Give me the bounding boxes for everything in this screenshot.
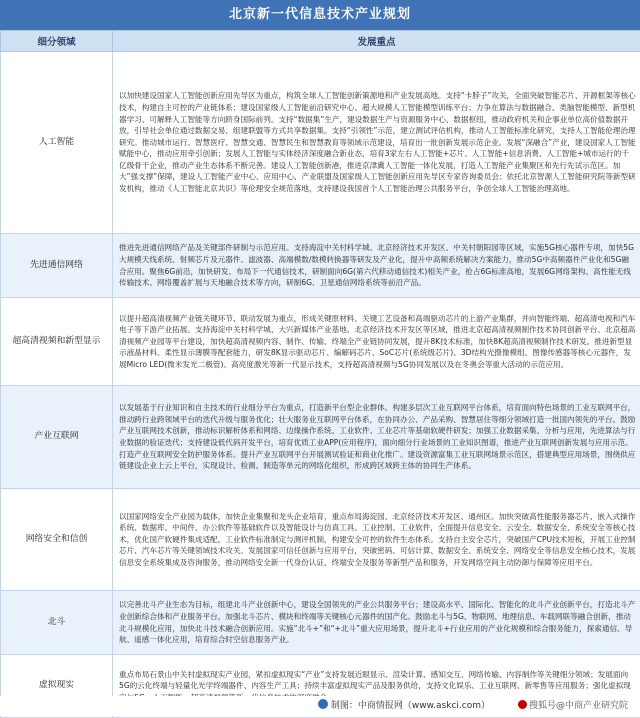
field-label: 先进通信网络 [1, 234, 113, 298]
industry-plan-table [0, 30, 640, 718]
focus-text: 以完善北斗产业生态为目标，组建北斗产业创新中心，建设全国领先的产业公共服务平台；建设高水平、国际化、智能化的北斗产业创新平台，打造北斗产业创新综合体和产业服务平台，加强北斗芯片、模块和终端等关键核心元器件的国产化。鼓励北斗与5G、物联网、地理信息、车载网联等融合创新，推动北斗规模化应用，加快北斗技术融合创新应用。实施“北斗+”和“+北斗”重大应用场景，提升北斗+行业应用的产业化规模和综合服务能力，探索通信、导航、遥感一体化应用，培育综合时空信息服务产业。 [113, 591, 640, 655]
table-row-display [1, 298, 640, 386]
field-label: 北斗 [1, 591, 113, 655]
table-row-ai [1, 52, 640, 234]
focus-text: 重点布局石景山中关村虚拟现实产业园，紧扣虚拟现实“产业”支持发展近眼显示、渲染计算、感知交互、网络传输、内容制作等关键细分领域；发展面向5G的云化终端与轻量化光学终端器件、内容生产工具；持续丰富虚拟现实产品及服务供给，支持文化娱乐、工业互联网、新零售等应用服务；强化虚拟现 [113, 655, 640, 718]
sohu-logo-icon [518, 700, 527, 709]
askci-logo-icon [318, 699, 328, 709]
header-focus: 发展重点 [113, 31, 640, 52]
header-field: 细分领域 [1, 31, 113, 52]
table-row-security [1, 489, 640, 591]
table-row-network [1, 234, 640, 298]
field-label: 产业互联网 [1, 386, 113, 489]
field-label: 网络安全和信创 [1, 489, 113, 591]
focus-text: 以提升超高清视频产业链关键环节、联动发展为重点，形成关键原材料、关键工艺设备和高端驱动芯片的上游产业集群，并向智能终端、超高清电视和汽车电子等下游产业拓展。支持海淀中关村科学城、大兴新媒体产业基地、北京经济技术开发区等区域，推进北京超高清视频制作技术协同创新平台、北京超高清视频产业园等平台建设，加快超高清视频内容、制作、传输、终端全产业链协同发展，提升8K技术标准，加快8K超高清视频制作技术研发。推进新型显示液晶材料、柔性显示薄膜等配套能力，研发8K显示驱动芯片、编解码芯片、SoC芯片(系统级芯片)、3D结构光摄像模组、图像传感器等核心元器件，发展Micro LED(微米发光二极管)、高亮度激光等新一代显示技术，支持超高清视频与5G协同发展以及在冬奥会等重大活动的示范应用。 [113, 298, 640, 386]
watermark-brand: 搜狐号@中商产业研究院 [529, 701, 628, 711]
footer [0, 696, 640, 716]
focus-text: 推进先进通信网络产品及关键部件研制与示范应用。支持海淀中关村科学城、北京经济技术开发区、中关村朝阳园等区域，实施5G核心器件专项，加快5G大规模天线系统、射频芯片及元器件、滤波器、高端模数/数模转换器等研发及产业化，提升中高频系统解决方案能力，推动5G中高频器件产业化和5G融合应用。聚焦6G前沿，加快研发、布局下一代通信技术，研制面向6G(第六代移动通信技术)相关产业，抢占6G标准高地，发展6G网络架构、高性能无线传输技术、网络覆盖扩展与天地融合技术等方向，研制6G、卫星通信网络系统等前沿产品。 [113, 234, 640, 298]
table-header-row [1, 31, 640, 52]
field-label: 虚拟现实 [1, 655, 113, 718]
field-label: 人工智能 [1, 52, 113, 234]
focus-text: 以发展基于行业知识和自主技术的行业细分平台为重点，打造新平台型企业群体。构建多层次工业互联网平台体系，培育面向特色场景的工业互联网平台，推动跨行业跨领域平台的迭代升级与服务优化；壮大服务业互联网平台体系，在协同办公、产品采购、智慧居住等细分领域打造一批国内领先的平台。鼓励产业互联网技术创新，推动标识解析体系和网络、边缘操作系统、工业软件、工业芯片等基础软硬件研发；加强工业数据采集、分析与应用，先进算法与行业数据的验证迭代；支持建设低代码开发平台，培育优质工业APP(应用程序)，面向细分行业场景的工业知识图谱，推进产业互联网创新发展与应用示范。打造产业互联网安全防护服务体系。提升产业互联网平台开展测试验证和商业化推广。建设资源富集工业互联网场景示范区，搭建典型应用场景，围绕供应链建设企业上云上平台，实现设计、检测、制造等单元的网络化组织，形成跨区域跨主体的协同生产体系。 [113, 386, 640, 489]
focus-text: 以国家网络安全产业园为载体，加快企业集聚和龙头企业培育，重点布局海淀园、北京经济技术开发区、通州区。加快突破高性能服务器芯片、嵌入式操作系统、数据库、中间件、办公软件等基础软件以及智能设计与仿真工具、工业控制、工业软件，全面提升信息安全、云安全、数据安全、系统安全等核心技术，优化国产软硬件集成适配，工业软件标准制定与测评机制，构建安全可控的软件生态体系。支持自主安全芯片，突破国产CPU技术短板，开展工业控制芯片、汽车芯片等关键领域技术攻关。发展国家可信任创新与应用平台，突破密码、可信计算、数据安全、系统安全、网络安全等信息安全核心技术，发展信息安全系统集成及咨询服务，推动网络安全新一代身份认证、终端安全及服务等新型产品和服务，开发网络空间主动防御与保障等应用平台。 [113, 489, 640, 591]
page-title: 北京新一代信息技术产业规划 [0, 0, 640, 30]
table-row-internet [1, 386, 640, 489]
source-label: 制图：中商情报网（www.askci.com） [331, 701, 490, 711]
source-credit [318, 696, 490, 716]
table-row-beidou [1, 591, 640, 655]
focus-text: 以加快建设国家人工智能创新应用先导区为重点，构筑全球人工智能创新策源地和产业发展高地。支持“卡脖子”攻关，全面突破智能芯片、开源框架等核心技术，构建自主可控的产业链体系；建设国家级人工智能前沿研究中心、超大规模人工智能模型训练平台；力争在算法与数据融合、类脑智能模型、新型机器学习、可解释人工智能等方向跻身国际前列。支持“数据集”生产，建设数据生产与资源服务中心、数据枢纽，推动政府机关和企事业单位高价值数据开放，引导社会单位通过数据交易、组建联盟等方式共享数据集。支持“引领性”示范，建立测试评估机构，推动人工智能标准化研究，支持人工智能伦理治理研究。推动城市运行、智慧医疗、智慧交通、智慧民生和智慧教育等领域示范建设，培育出一批创新发展示范企业。发展“深融合”产业，建设国家人工智能赋能中心，推动应用牵引创新；发展人工智能与实体经济深度融合新业态，培育3家左右人工智能+芯片、人工智能+信息消费、人工智能+城市运行的千亿级骨干企业，推动产业生态体系不断完善。建设人工智能创新港，推进京津冀人工智能一体化发展，打造人工智能产业集聚区和先行先试示范区。加大“强支撑”保障，建设人工智能产业中心、应用中心、产业联盟及国家级人工智能创新应用先导区专家咨询委员会；依托北京智源人工智能研究院等新型研发机构，推动《人工智能北京共识》等伦理安全规范落地，支持建设我国首个人工智能治理公共服务平台，争创全球人工智能治理高地。 [113, 52, 640, 234]
field-label: 超高清视频和新型显示 [1, 298, 113, 386]
watermark-credit [518, 696, 628, 716]
